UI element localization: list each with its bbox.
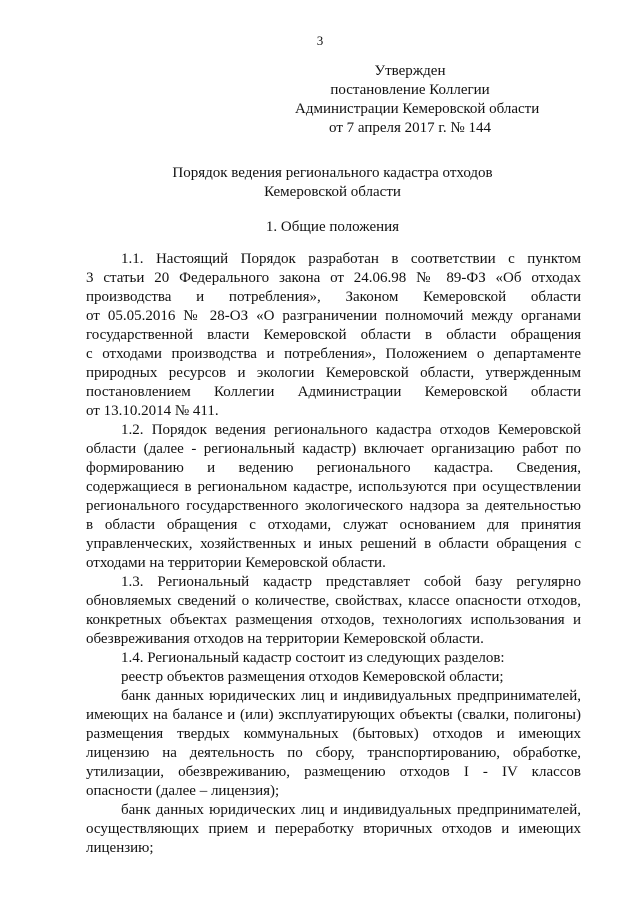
body-line: 1.4. Региональный кадастр состоит из следующих разделов:	[121, 650, 505, 666]
body-line: банк данных юридических лиц и индивидуальных предпринимателей,	[121, 802, 581, 818]
body-line: в области обращения с отходами, служат основанием для принятия	[86, 517, 581, 533]
body-line: 1.1. Настоящий Порядок разработан в соответствии с пунктом	[121, 251, 581, 267]
body-line: управленческих, хозяйственных и иных решений в области обращения с	[86, 536, 581, 552]
approval-line: от 7 апреля 2017 г. № 144	[329, 120, 491, 136]
body-line: 1.2. Порядок ведения регионального кадастра отходов Кемеровской	[121, 422, 581, 438]
body-line: банк данных юридических лиц и индивидуальных предпринимателей,	[121, 688, 581, 704]
body-line: осуществляющих прием и переработку вторичных отходов и имеющих	[86, 821, 581, 837]
body-line: обезвреживания отходов на территории Кемеровской области.	[86, 631, 484, 647]
body-line: имеющих на балансе и (или) эксплуатирующих объекты (свалки, полигоны)	[86, 707, 581, 723]
body-line: реестр объектов размещения отходов Кемеровской области;	[121, 669, 504, 685]
section-heading: 1. Общие положения	[265, 219, 400, 235]
page-number: 3	[316, 33, 324, 48]
body-line: регионального государственного экологического надзора за деятельностью	[86, 498, 581, 514]
body-line: лицензию;	[86, 840, 154, 856]
body-line: от 05.05.2016 № 28-ОЗ «О разграничении полномочий между органами	[86, 308, 581, 324]
body-line: области (далее - региональный кадастр) включает организацию работ по	[86, 441, 581, 457]
title-line: Порядок ведения регионального кадастра отходов	[172, 165, 493, 181]
body-line: постановлением Коллегии Администрации Кемеровской области	[86, 384, 581, 400]
body-line: от 13.10.2014 № 411.	[86, 403, 219, 419]
body-line: производства и потребления», Законом Кемеровской области	[86, 289, 581, 305]
body-line: содержащиеся в региональном кадастре, используются при осуществлении	[86, 479, 581, 495]
body-line: природных ресурсов и экологии Кемеровской области, утвержденным	[86, 365, 581, 381]
body-line: опасности (далее – лицензия);	[86, 783, 280, 799]
body-line: утилизации, обезвреживанию, размещению отходов I - IV классов	[86, 764, 581, 780]
approval-line: постановление Коллегии	[330, 82, 490, 98]
body-line: государственной власти Кемеровской области в области обращения	[86, 327, 581, 343]
approval-line: Утвержден	[374, 63, 446, 79]
body-line: отходами на территории Кемеровской области.	[86, 555, 386, 571]
document-body	[86, 250, 581, 858]
document-title	[0, 164, 640, 202]
body-line: 3 статьи 20 Федерального закона от 24.06.98 № 89-ФЗ «Об отходах	[86, 270, 581, 286]
body-line: конкретных объектах размещения отходов, технологиях использования и	[86, 612, 581, 628]
approval-stamp	[295, 62, 540, 138]
body-line: обновляемых сведений о количестве, свойствах, классе опасности отходов,	[86, 593, 581, 609]
body-line: формированию и ведению регионального кадастра. Сведения,	[86, 460, 581, 476]
body-line: размещения твердых коммунальных (бытовых) отходов и имеющих	[86, 726, 581, 742]
approval-line: Администрации Кемеровской области	[295, 101, 540, 117]
body-line: 1.3. Региональный кадастр представляет собой базу регулярно	[121, 574, 581, 590]
body-line: с отходами производства и потребления», Положением о департаменте	[86, 346, 581, 362]
title-line: Кемеровской области	[264, 184, 401, 200]
body-line: лицензию на деятельность по сбору, транспортированию, обработке,	[86, 745, 581, 761]
